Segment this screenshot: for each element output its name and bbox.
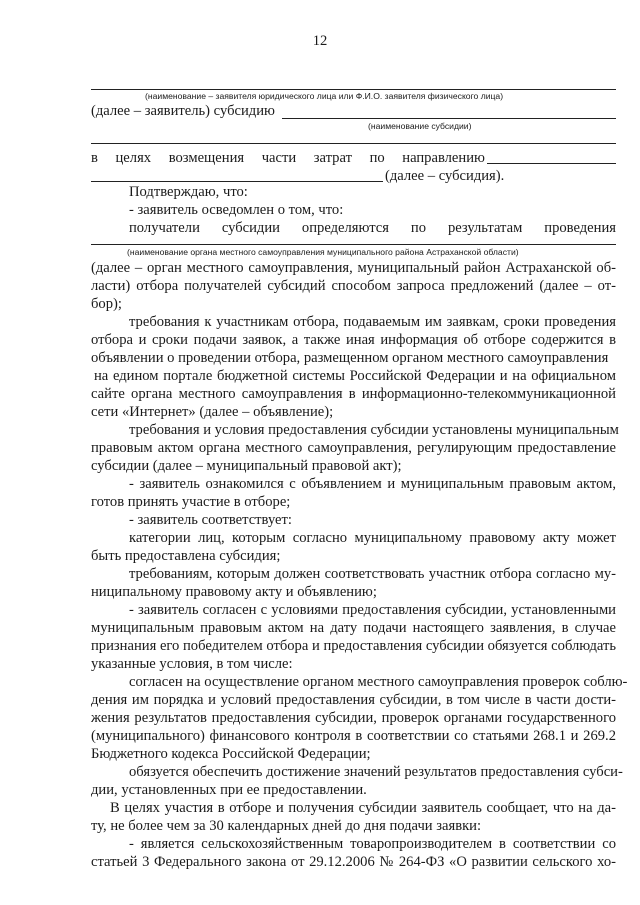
body-line: В целях участия в отборе и получения субсидии заявитель сообщает, что на да- xyxy=(110,800,616,816)
body-line: быть предоставлена субсидия; xyxy=(91,548,281,564)
caption-subsidy: (наименование субсидии) xyxy=(368,121,472,131)
body-line: дения им порядка и условий предоставления субсидии, в том числе в части дости- xyxy=(91,692,616,708)
informed-line: - заявитель осведомлен о том, что: xyxy=(129,202,344,218)
page-number: 12 xyxy=(312,33,328,49)
recipients-word: субсидии xyxy=(221,220,280,236)
body-line: ту, не более чем за 30 календарных дней до дня подачи заявки: xyxy=(91,818,482,834)
subsidy-name-blank-2 xyxy=(91,143,616,144)
body-line: отбора и сроки подачи заявок, а также иная информация об отборе содержится в xyxy=(91,332,616,348)
caption-authority: (наименование органа местного самоуправления муниципального района Астраханской области) xyxy=(127,247,519,257)
body-line: признания его победителем отбора и предоставления субсидии обязуется соблюдать xyxy=(91,638,617,654)
body-line: требования и условия предоставления субсидии установлены муниципальным xyxy=(129,422,619,438)
body-line: ниципальному правовому акту и объявлению; xyxy=(91,584,377,600)
recipients-word: по xyxy=(410,220,427,236)
applicant-name-blank xyxy=(91,89,616,90)
direction-blank xyxy=(487,163,616,164)
purpose-word: возмещения xyxy=(168,150,245,166)
body-line: готов принять участие в отборе; xyxy=(91,494,291,510)
authority-blank xyxy=(91,244,616,245)
purpose-word: направлению xyxy=(402,150,485,166)
confirm-heading: Подтверждаю, что: xyxy=(129,184,248,200)
recipients-line xyxy=(129,219,616,237)
body-line: бор); xyxy=(91,296,122,312)
purpose-word: по xyxy=(369,150,385,166)
body-line: обязуется обеспечить достижение значений результатов предоставления субси- xyxy=(129,764,623,780)
body-line: - заявитель соответствует: xyxy=(129,512,292,528)
body-line: - заявитель согласен с условиями предоставления субсидии, установленными xyxy=(129,602,616,618)
body-line: жения результатов предоставления субсидии, проверок органами государственного xyxy=(91,710,616,726)
body-line: сети «Интернет» (далее – объявление); xyxy=(91,404,334,420)
purpose-word: целях xyxy=(115,150,152,166)
purpose-word: в xyxy=(91,150,98,166)
recipients-word: результатам xyxy=(447,220,523,236)
body-line: категории лиц, которым согласно муниципальному правовому акту может xyxy=(129,530,616,546)
body-line: требованиям, которым должен соответствовать участник отбора согласно му- xyxy=(129,566,616,582)
body-line: дии, установленных при ее предоставлении. xyxy=(91,782,367,798)
body-line: - является сельскохозяйственным товаропроизводителем в соответствии со xyxy=(129,836,616,852)
purpose-line xyxy=(91,149,485,167)
direction-blank-2 xyxy=(91,181,383,182)
recipients-word: проведения xyxy=(544,220,616,236)
body-line: требования к участникам отбора, подаваемым им заявкам, сроки проведения xyxy=(129,314,616,330)
body-line: (далее – орган местного самоуправления, муниципальный район Астраханской об- xyxy=(91,260,616,276)
body-line: статьей 3 Федерального закона от 29.12.2006 № 264-ФЗ «О развитии сельского хо- xyxy=(91,854,616,870)
body-line: согласен на осуществление органом местного самоуправления проверок соблю- xyxy=(129,674,628,690)
purpose-word: затрат xyxy=(313,150,352,166)
body-line: - заявитель ознакомился с объявлением и муниципальным правовым актом, xyxy=(129,476,616,492)
body-line: ласти) отбора получателей субсидий способом запроса предложений (далее – от- xyxy=(91,278,616,294)
body-line: объявлении о проведении отбора, размещенном органом местного самоуправления xyxy=(91,350,609,366)
body-line: указанные условия, в том числе: xyxy=(91,656,293,672)
body-line: субсидии (далее – муниципальный правовой акт); xyxy=(91,458,402,474)
body-line: на едином портале бюджетной системы Российской Федерации и на официальном xyxy=(94,368,616,384)
body-line: правовым актом органа местного самоуправления, регулирующим предоставление xyxy=(91,440,616,456)
caption-applicant: (наименование – заявителя юридического лица или Ф.И.О. заявителя физического лица) xyxy=(145,91,504,101)
recipients-word: определяются xyxy=(301,220,389,236)
body-line: муниципальным правовым актом на дату подачи настоящего заявления, в случае xyxy=(91,620,616,636)
body-line: сайте органа местного самоуправления в информационно-телекоммуникационной xyxy=(91,386,616,402)
recipients-word: получатели xyxy=(129,220,200,236)
applicant-line: (далее – заявитель) субсидию xyxy=(91,103,275,119)
body-line: (муниципального) финансового контроля в соответствии со статьями 268.1 и 269.2 xyxy=(91,728,616,744)
purpose-word: части xyxy=(261,150,297,166)
subsidy-suffix: (далее – субсидия). xyxy=(385,168,505,184)
body-line: Бюджетного кодекса Российской Федерации; xyxy=(91,746,371,762)
subsidy-name-blank xyxy=(282,118,616,119)
